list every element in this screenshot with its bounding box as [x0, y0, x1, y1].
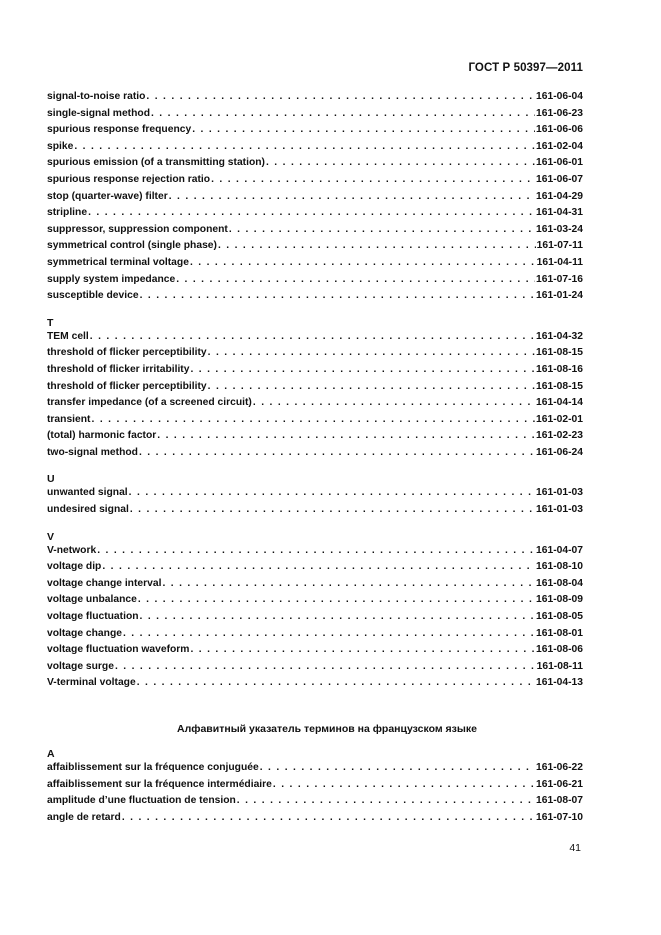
index-entry [47, 91, 583, 108]
dot-leader [97, 545, 535, 556]
index-entry [47, 414, 583, 431]
index-entry [47, 611, 583, 628]
dot-leader [130, 504, 535, 515]
index-entry [47, 108, 583, 125]
entry-code: 161-06-07 [536, 173, 583, 185]
entry-term: symmetrical terminal voltage [47, 256, 189, 268]
entry-term: single-signal method [47, 107, 150, 119]
dot-leader [146, 91, 535, 102]
dot-leader [169, 191, 535, 202]
index-entry [47, 364, 583, 381]
dot-leader [140, 290, 535, 301]
entry-term: voltage dip [47, 561, 102, 573]
dot-leader [122, 812, 535, 823]
index-entry [47, 578, 583, 595]
entry-term: voltage unbalance [47, 594, 137, 606]
entry-term: affaiblissement sur la fréquence conjuguée [47, 762, 259, 773]
french-index-title: Алфавитный указатель терминов на французском языке [177, 723, 477, 735]
index-entry [47, 661, 583, 678]
index-entry [47, 762, 583, 779]
spacer [47, 463, 583, 471]
index-entry [47, 545, 583, 562]
index-entry [47, 447, 583, 464]
spacer [47, 307, 583, 315]
entry-term: (total) harmonic factor [47, 430, 157, 442]
entry-code: 161-01-03 [536, 487, 583, 499]
index-entry [47, 240, 583, 257]
entry-term: spike [47, 140, 74, 152]
entry-code: 161-06-23 [536, 107, 583, 119]
entry-term: voltage change interval [47, 577, 162, 589]
entry-term: transfer impedance (of a screened circuit) [47, 397, 252, 409]
index-entry [47, 207, 583, 224]
entry-term: transient [47, 413, 91, 425]
index-entry [47, 594, 583, 611]
entry-term: threshold of flicker irritability [47, 363, 190, 375]
entry-term: two-signal method [47, 446, 138, 458]
entry-code: 161-07-16 [536, 273, 583, 285]
dot-leader [92, 414, 536, 425]
dot-leader [176, 274, 535, 285]
entry-code: 161-06-01 [536, 157, 583, 169]
entry-term: spurious response frequency [47, 124, 192, 136]
entry-term: undesired signal [47, 504, 129, 516]
entry-code: 161-02-23 [536, 430, 583, 442]
index-entry [47, 331, 583, 348]
entry-code: 161-08-15 [536, 380, 583, 392]
entry-code: 161-01-03 [536, 504, 583, 516]
index-entry [47, 290, 583, 307]
index-entry [47, 141, 583, 158]
index-entry [47, 174, 583, 191]
entry-term: susceptible device [47, 290, 139, 302]
entry-code: 161-06-06 [536, 124, 583, 136]
entry-code: 161-08-09 [536, 594, 583, 606]
dot-leader [115, 661, 536, 672]
entry-term: supply system impedance [47, 273, 176, 285]
dot-leader [218, 240, 536, 251]
entry-code: 161-07-10 [536, 811, 583, 823]
index-entry [47, 157, 583, 174]
entry-code: 161-04-11 [536, 256, 583, 268]
entry-term: amplitude d’une fluctuation de tension [47, 795, 236, 807]
entry-term: V-terminal voltage [47, 677, 136, 689]
entry-code: 161-04-14 [536, 397, 583, 409]
dot-leader [129, 487, 535, 498]
dot-leader [229, 224, 535, 235]
dot-leader [253, 397, 535, 408]
dot-leader [138, 594, 535, 605]
dot-leader [237, 795, 535, 806]
dot-leader [157, 430, 535, 441]
entry-term: voltage surge [47, 660, 114, 672]
page-number: 41 [569, 842, 581, 854]
index-entry [47, 561, 583, 578]
entry-code: 161-01-24 [536, 290, 583, 302]
index-entry [47, 677, 583, 694]
dot-leader [208, 381, 535, 392]
dot-leader [190, 644, 535, 655]
entry-code: 161-06-24 [536, 446, 583, 458]
dot-leader [266, 157, 535, 168]
dot-leader [190, 364, 535, 375]
entry-code: 161-08-04 [536, 577, 583, 589]
entry-code: 161-02-01 [536, 413, 583, 425]
entry-code: 161-08-10 [536, 561, 583, 573]
dot-leader [90, 331, 535, 342]
entry-code: 161-04-31 [536, 207, 583, 219]
section-letter: A [47, 748, 55, 760]
dot-leader [123, 628, 535, 639]
entry-term: TEM cell [47, 330, 89, 342]
dot-leader [102, 561, 535, 572]
entry-term: spurious emission (of a transmitting station) [47, 157, 265, 169]
dot-leader [140, 611, 536, 622]
entry-code: 161-04-07 [536, 544, 583, 556]
entry-code: 161-08-06 [536, 644, 583, 656]
index-entry [47, 644, 583, 661]
document-header: ГОСТ Р 50397—2011 [468, 62, 583, 74]
section-letter: V [47, 530, 55, 543]
dot-leader [151, 108, 535, 119]
dot-leader [211, 174, 535, 185]
index-entry [47, 124, 583, 141]
dot-leader [260, 762, 535, 773]
entry-term: stripline [47, 207, 88, 219]
entry-term: symmetrical control (single phase) [47, 240, 217, 252]
entry-term: stop (quarter-wave) filter [47, 190, 168, 202]
dot-leader [162, 578, 535, 589]
entry-code: 161-04-13 [536, 677, 583, 689]
entry-term: voltage fluctuation waveform [47, 644, 190, 656]
section-letter: U [47, 473, 55, 486]
entry-term: signal-to-noise ratio [47, 91, 146, 102]
entry-code: 161-06-04 [536, 91, 583, 102]
entry-code: 161-07-11 [536, 240, 583, 252]
index-entry [47, 381, 583, 398]
index-entry [47, 795, 583, 812]
index-entry [47, 347, 583, 364]
entry-term: spurious response rejection ratio [47, 173, 211, 185]
entry-code: 161-08-01 [536, 627, 583, 639]
index-entry [47, 779, 583, 796]
index-entry [47, 257, 583, 274]
term-index [47, 91, 583, 828]
dot-leader [190, 257, 536, 268]
entry-code: 161-08-05 [536, 611, 583, 623]
index-entry [47, 628, 583, 645]
entry-code: 161-03-24 [536, 223, 583, 235]
index-entry [47, 504, 583, 521]
spacer [47, 694, 583, 720]
spacer [47, 521, 583, 529]
entry-term: threshold of flicker perceptibility [47, 380, 207, 392]
entry-code: 161-08-16 [536, 363, 583, 375]
entry-code: 161-08-07 [536, 795, 583, 807]
entry-code: 161-04-32 [536, 330, 583, 342]
entry-code: 161-04-29 [536, 190, 583, 202]
entry-code: 161-08-11 [536, 660, 583, 672]
index-entry [47, 430, 583, 447]
index-entry [47, 397, 583, 414]
dot-leader [139, 447, 535, 458]
entry-term: suppressor, suppression component [47, 223, 228, 235]
section-letter: T [47, 316, 54, 329]
index-entry [47, 812, 583, 829]
entry-term: affaiblissement sur la fréquence intermédiaire [47, 778, 272, 790]
entry-term: voltage fluctuation [47, 611, 139, 623]
dot-leader [192, 124, 535, 135]
entry-code: 161-08-15 [536, 347, 583, 359]
dot-leader [88, 207, 535, 218]
index-entry [47, 274, 583, 291]
dot-leader [208, 347, 535, 358]
entry-term: threshold of flicker perceptibility [47, 347, 207, 359]
spacer [47, 738, 583, 746]
entry-code: 161-06-22 [536, 762, 583, 773]
index-entry [47, 487, 583, 504]
index-entry [47, 224, 583, 241]
entry-code: 161-02-04 [536, 140, 583, 152]
entry-code: 161-06-21 [536, 778, 583, 790]
entry-term: V-network [47, 544, 97, 556]
entry-term: unwanted signal [47, 487, 128, 499]
dot-leader [74, 141, 535, 152]
index-entry [47, 191, 583, 208]
dot-leader [273, 779, 535, 790]
entry-term: voltage change [47, 627, 122, 639]
dot-leader [137, 677, 535, 688]
entry-term: angle de retard [47, 811, 121, 823]
